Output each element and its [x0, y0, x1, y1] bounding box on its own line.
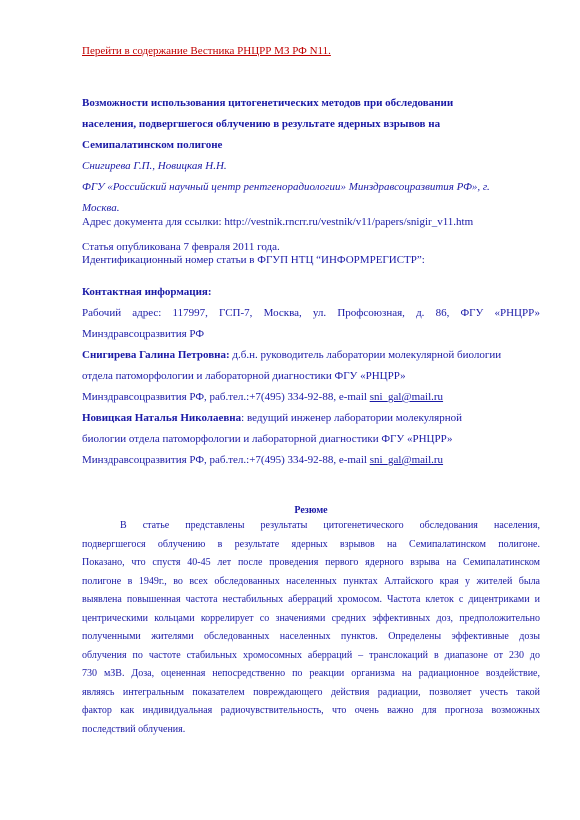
affiliation-line: Москва. [82, 202, 120, 214]
title-line: Семипалатинском полигоне [82, 139, 223, 151]
title-line: Возможности использования цитогенетических методов при обследовании [82, 97, 454, 109]
abstract [82, 517, 540, 739]
abstract-line: подвергшегося облучению в результате ядерных взрывов на Семипалатинском полигоне. [82, 538, 540, 550]
abstract-line: центрическими кольцами коррелирует со значениями средних эффективных доз, предположительно [82, 612, 540, 624]
resume-title: Резюме [294, 505, 328, 516]
abstract-line: облучения по частоте стабильных хромосомных аберраций – транслокаций в диапазоне от 230 до [82, 649, 540, 661]
person2-phone: Минздравсоцразвития РФ, раб.тел.:+7(495) 334-92-88, e-mail [82, 454, 370, 466]
authors-block [82, 156, 490, 219]
affiliation-line: ФГУ «Российский научный центр рентгенорадиологии» Минздравсоцразвития РФ», г. [82, 181, 490, 193]
published-date: Статья опубликована 7 февраля 2011 года. [82, 241, 280, 253]
person1-phone-line [82, 387, 540, 408]
document-url: Адрес документа для ссылки: http://vestnik.rncrr.ru/vestnik/v11/papers/snigir_v11.htm [82, 216, 474, 228]
contents-link[interactable]: Перейти в содержание Вестника РНЦРР МЗ РФ N11. [82, 45, 331, 57]
abstract-line: полигоне в 1949г., во всех обследованных населенных пунктах Алтайского края у жителей была [82, 575, 540, 587]
contact-heading: Контактная информация: [82, 286, 212, 298]
abstract-line: последствий облучения. [82, 723, 186, 735]
address-line: Минздравсоцразвития РФ [82, 328, 205, 340]
person1-email-link[interactable]: sni_gal@mail.ru [369, 391, 444, 403]
abstract-line: выявлена повышенная частота нестабильных аберраций хромосом. Частота клеток с дицентриками и [82, 594, 540, 605]
abstract-line: являясь интегральным показателем повреждающего действия радиации, позволяет учесть такой [82, 686, 540, 698]
abstract-line: 730 мЗВ. Доза, оцененная непосредственно по реакции организма на радиационное воздействие, [82, 668, 540, 679]
abstract-line: фактор как индивидуальная радиочувствительность, что очень важно для прогноза возможных [82, 705, 540, 716]
person2-email-link[interactable]: sni_gal@mail.ru [369, 454, 444, 466]
person2-name: Новицкая Наталья Николаевна [82, 412, 242, 424]
person1-role: д.б.н. руководитель лаборатории молекулярной биологии [229, 349, 502, 361]
abstract-line: Показано, что спустя 40-45 лет после проведения первого ядерного взрыва на Семипалатинском [82, 557, 540, 568]
person1-name: Снигирева Галина Петровна: [82, 349, 230, 361]
person2-line [82, 408, 540, 429]
publication-info [82, 241, 425, 267]
address-line: Рабочий адрес: 117997, ГСП-7, Москва, ул. Профсоюзная, д. 86, ФГУ «РНЦРР» [82, 307, 540, 319]
abstract-line: В статье представлены результаты цитогенетического обследования населения, [120, 520, 540, 531]
contact-info [82, 282, 540, 471]
ident-number: Идентификационный номер статьи в ФГУП НТЦ “ИНФОРМРЕГИСТР”: [82, 254, 425, 266]
person1-phone: Минздравсоцразвития РФ, раб.тел.:+7(495) 334-92-88, e-mail [82, 391, 370, 403]
person1-dept: отдела патоморфологии и лабораторной диагностики ФГУ «РНЦРР» [82, 370, 406, 382]
person2-dept: биологии отдела патоморфологии и лабораторной диагностики ФГУ «РНЦРР» [82, 433, 453, 445]
title-line: населения, подвергшегося облучению в результате ядерных взрывов на [82, 118, 441, 130]
article-title [82, 93, 540, 156]
abstract-line: полученными жителями обследованных населенных пунктов. Определены эффективные дозы [82, 631, 540, 642]
person2-phone-line [82, 450, 540, 471]
person1-line [82, 345, 540, 366]
person2-role: : ведущий инженер лаборатории молекулярной [241, 412, 462, 424]
authors: Снигирева Г.П., Новицкая Н.Н. [82, 160, 227, 172]
